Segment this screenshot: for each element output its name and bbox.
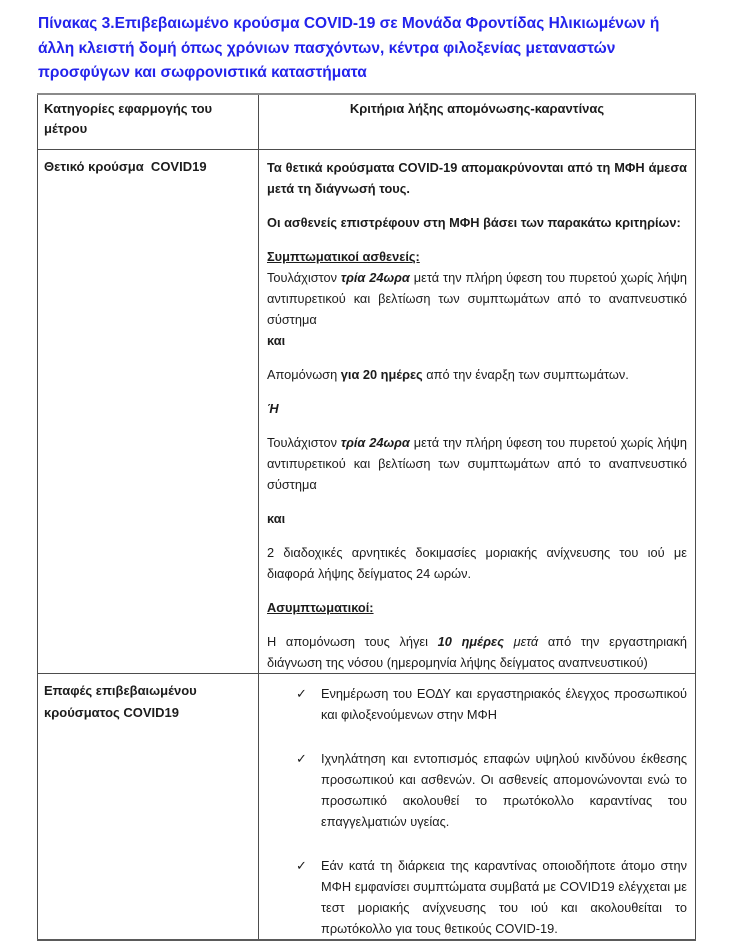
covid-measures-table xyxy=(37,93,696,941)
text-run: μετά την πλήρη ύφεση του πυρετού χωρίς λήψη αντιπυρετικού και βελτίωση των συμπτωμάτων από το αναπνευστικό σύστημα xyxy=(267,434,687,492)
criteria-cell-positive-case xyxy=(259,149,696,673)
text-run: τρία 24ωρα xyxy=(340,434,410,450)
bullet-text: Εάν κατά τη διάρκεια της καραντίνας οποιοδήποτε άτομο στην ΜΦΗ εμφανίσει συμπτώματα συμβατά με COVID19 ελέγχεται με τεστ μοριακής ανίχνευσης του ιού και ακολουθείται το πρωτόκολλο για τους θετικούς COVID-19. xyxy=(321,857,687,936)
paragraph xyxy=(267,398,687,419)
table-header-row xyxy=(38,94,696,149)
checkmark-icon: ✓ xyxy=(296,857,307,873)
table-row-contacts xyxy=(38,673,696,940)
paragraph xyxy=(267,508,687,529)
category-cell-contacts xyxy=(38,673,259,940)
paragraph xyxy=(267,432,687,495)
text-run: για 20 ημέρες xyxy=(340,366,423,382)
bullet-item xyxy=(267,683,687,725)
column-header-categories: Κατηγορίες εφαρμογής του μέτρου xyxy=(38,94,259,149)
criteria-bullet-list xyxy=(259,674,695,939)
text-run xyxy=(504,634,514,649)
text-run: και xyxy=(267,332,286,348)
paragraph xyxy=(267,157,687,199)
checkmark-icon: ✓ xyxy=(296,750,307,766)
category-cell-positive-case xyxy=(38,149,259,673)
text-run: Τουλάχιστον xyxy=(267,434,341,450)
text-run: 2 διαδοχικές αρνητικές δοκιμασίες μοριακής ανίχνευσης του ιού με διαφορά λήψης δείγματος 24 ωρών. xyxy=(267,544,687,581)
text-run: τρία 24ωρα xyxy=(340,269,410,285)
text-run: Η απομόνωση τους λήγει xyxy=(267,633,438,649)
text-run: Τουλάχιστον xyxy=(267,269,341,285)
text-run: Οι ασθενείς επιστρέφουν στη ΜΦΗ βάσει των παρακάτω κριτηρίων: xyxy=(267,214,681,230)
paragraph xyxy=(267,246,687,267)
text-run: και xyxy=(267,510,286,526)
bullet-text: Ενημέρωση του ΕΟΔΥ και εργαστηριακός έλεγχος προσωπικού και φιλοξενούμενων στην ΜΦΗ xyxy=(321,685,687,722)
text-run: Ή xyxy=(267,400,279,416)
text-run: από την έναρξη των συμπτωμάτων. xyxy=(422,366,629,382)
paragraph xyxy=(267,631,687,673)
text-run: από την εργαστηριακή διάγνωση της νόσου (ημερομηνία λήψης δείγματος αναπνευστικού) xyxy=(267,633,688,670)
category-label: Επαφές επιβεβαιωμένου κρούσματος COVID19 xyxy=(44,682,197,720)
paragraph xyxy=(267,330,687,351)
criteria-paragraphs xyxy=(259,150,695,673)
bullet-item xyxy=(267,855,687,939)
column-header-criteria: Κριτήρια λήξης απομόνωσης-καραντίνας xyxy=(259,94,696,149)
paragraph xyxy=(267,267,687,330)
table-row-positive-case xyxy=(38,149,696,673)
text-run: Τα θετικά κρούσματα COVID-19 απομακρύνονται από τη ΜΦΗ άμεσα μετά τη διάγνωσή τους. xyxy=(267,159,687,196)
category-label: Θετικό κρούσμα COVID19 xyxy=(44,158,207,174)
text-run: μετά την πλήρη ύφεση του πυρετού χωρίς λήψη αντιπυρετικού και βελτίωση των συμπτωμάτων από το αναπνευστικό σύστημα xyxy=(267,269,687,327)
text-run: 10 ημέρες xyxy=(437,633,504,649)
bullet-text: Ιχνηλάτηση και εντοπισμός επαφών υψηλού κινδύνου έκθεσης προσωπικού και ασθενών. Οι ασθενείς απομονώνονται ενώ το προσωπικό ακολουθεί το πρωτόκολλο καραντίνας του επαγγελματιών υγείας. xyxy=(321,750,687,829)
paragraph xyxy=(267,542,687,584)
paragraph xyxy=(267,212,687,233)
text-run: μετά xyxy=(513,633,539,649)
paragraph xyxy=(267,597,687,618)
bullet-item xyxy=(267,748,687,832)
text-run: Συμπτωματικοί ασθενείς: xyxy=(267,248,420,264)
doc-title: Πίνακας 3.Επιβεβαιωμένο κρούσμα COVID-19 σε Μονάδα Φροντίδας Ηλικιωμένων ή άλλη κλειστή δομή όπως χρόνιων πασχόντων, κέντρα φιλοξενίας μεταναστών προσφύγων και σωφρονιστικά καταστήματα xyxy=(38,15,660,81)
criteria-cell-contacts xyxy=(259,673,696,940)
paragraph xyxy=(267,364,687,385)
text-run: Ασυμπτωματικοί: xyxy=(267,599,374,615)
text-run: Απομόνωση xyxy=(267,366,341,382)
checkmark-icon: ✓ xyxy=(296,685,307,701)
